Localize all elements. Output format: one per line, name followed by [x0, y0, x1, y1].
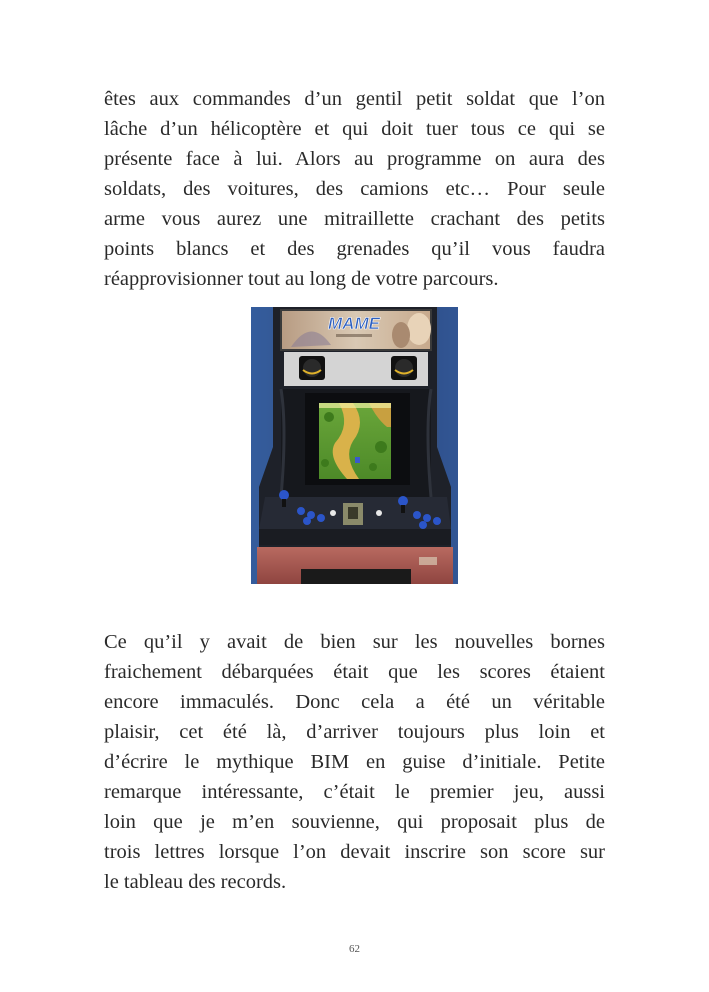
marquee-logo: MAME	[328, 314, 380, 333]
page-number: 62	[349, 943, 360, 955]
text-line: fraichement débarquées était que les scores étaient	[104, 661, 605, 683]
text-line: le tableau des records.	[104, 871, 287, 893]
paragraph-1	[104, 84, 605, 294]
text-line: êtes aux commandes d’un gentil petit soldat que l’on	[104, 88, 605, 110]
text-line: trois lettres lorsque l’on devait inscrire son score sur	[104, 841, 605, 863]
text-line: d’écrire le mythique BIM en guise d’initiale. Petite	[104, 751, 605, 773]
text-line: loin que je m’en souvienne, qui proposait plus de	[104, 811, 605, 833]
text-line: Ce qu’il y avait de bien sur les nouvelles bornes	[104, 631, 605, 653]
text-line: arme vous aurez une mitraillette crachant des petits	[104, 208, 605, 230]
arcade-cabinet-photo	[251, 307, 458, 584]
text-line: présente face à lui. Alors au programme on aura des	[104, 148, 605, 170]
text-line: lâche d’un hélicoptère et qui doit tuer tous ce qui se	[104, 118, 605, 140]
text-line: réapprovisionner tout au long de votre parcours.	[104, 268, 499, 290]
paragraph-2	[104, 627, 605, 897]
text-line: remarque intéressante, c’était le premier jeu, aussi	[104, 781, 605, 803]
text-line: plaisir, cet été là, d’arriver toujours plus loin et	[104, 721, 605, 743]
text-line: soldats, des voitures, des camions etc… Pour seule	[104, 178, 605, 200]
text-line: encore immaculés. Donc cela a été un véritable	[104, 691, 605, 713]
text-line: points blancs et des grenades qu’il vous faudra	[104, 238, 605, 260]
